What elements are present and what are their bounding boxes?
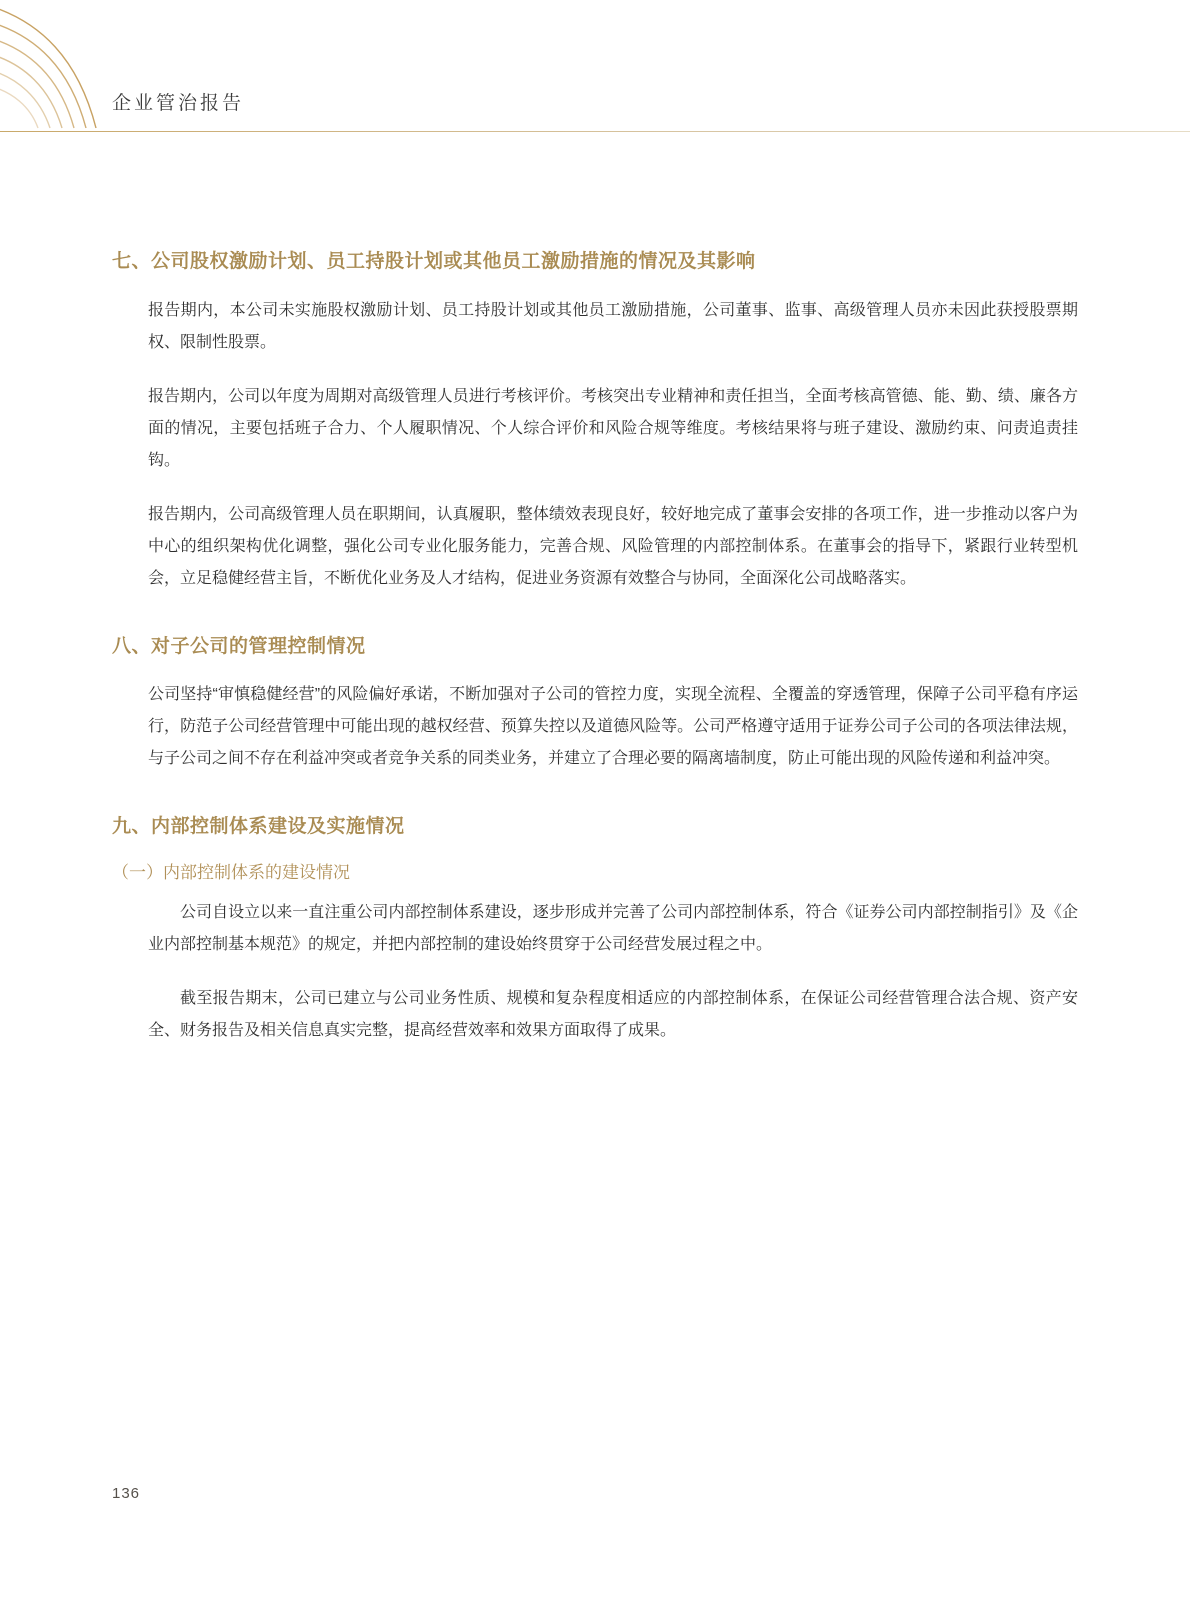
- subsection-9-1-paragraph-2: 截至报告期末，公司已建立与公司业务性质、规模和复杂程度相适应的内部控制体系，在保证公司经营管理合法合规、资产安全、财务报告及相关信息真实完整，提高经营效率和效果方面取得了成果。: [148, 990, 1078, 1039]
- swoosh-lines-icon: [0, 0, 280, 140]
- section-heading-8: 八、对子公司的管理控制情况: [112, 635, 366, 657]
- section-7-paragraph-3: 报告期内，公司高级管理人员在职期间，认真履职，整体绩效表现良好，较好地完成了董事会安排的各项工作，进一步推动以客户为中心的组织架构优化调整，强化公司专业化服务能力，完善合规、风险管理的内部控制体系。在董事会的指导下，紧跟行业转型机会，立足稳健经营主旨，不断优化业务及人才结构，促进业务资源有效整合与协同，全面深化公司战略落实。: [148, 505, 1078, 587]
- section-8-body: [148, 679, 1078, 775]
- section-heading-9: 九、内部控制体系建设及实施情况: [112, 816, 405, 837]
- header-divider: [0, 131, 1190, 132]
- page-header: [0, 0, 1190, 140]
- running-header-title: 企业管治报告: [112, 93, 245, 114]
- subsection-9-1-paragraph-1: 公司自设立以来一直注重公司内部控制体系建设，逐步形成并完善了公司内部控制体系，符合《证券公司内部控制指引》及《企业内部控制基本规范》的规定，并把内部控制的建设始终贯穿于公司经营发展过程之中。: [148, 904, 1078, 953]
- section-7-paragraph-1: 报告期内，本公司未实施股权激励计划、员工持股计划或其他员工激励措施，公司董事、监事、高级管理人员亦未因此获授股票期权、限制性股票。: [148, 301, 1078, 351]
- page-number: 136: [112, 1485, 141, 1502]
- document-content: [112, 248, 1078, 1047]
- section-heading-7: 七、公司股权激励计划、员工持股计划或其他员工激励措施的情况及其影响: [112, 251, 756, 272]
- section-7-paragraph-2: 报告期内，公司以年度为周期对高级管理人员进行考核评价。考核突出专业精神和责任担当，全面考核高管德、能、勤、绩、廉各方面的情况，主要包括班子合力、个人履职情况、个人综合评价和风险合规等维度。考核结果将与班子建设、激励约束、问责追责挂钩。: [148, 387, 1078, 469]
- subsection-heading-9-1: （一）内部控制体系的建设情况: [112, 862, 350, 882]
- section-8-paragraph-1: 公司坚持“审慎稳健经营”的风险偏好承诺，不断加强对子公司的管控力度，实现全流程、全覆盖的穿透管理，保障子公司平稳有序运行，防范子公司经营管理中可能出现的越权经营、预算失控以及道德风险等。公司严格遵守适用于证券公司子公司的各项法律法规，与子公司之间不存在利益冲突或者竞争关系的同类业务，并建立了合理必要的隔离墙制度，防止可能出现的风险传递和利益冲突。: [148, 686, 1078, 767]
